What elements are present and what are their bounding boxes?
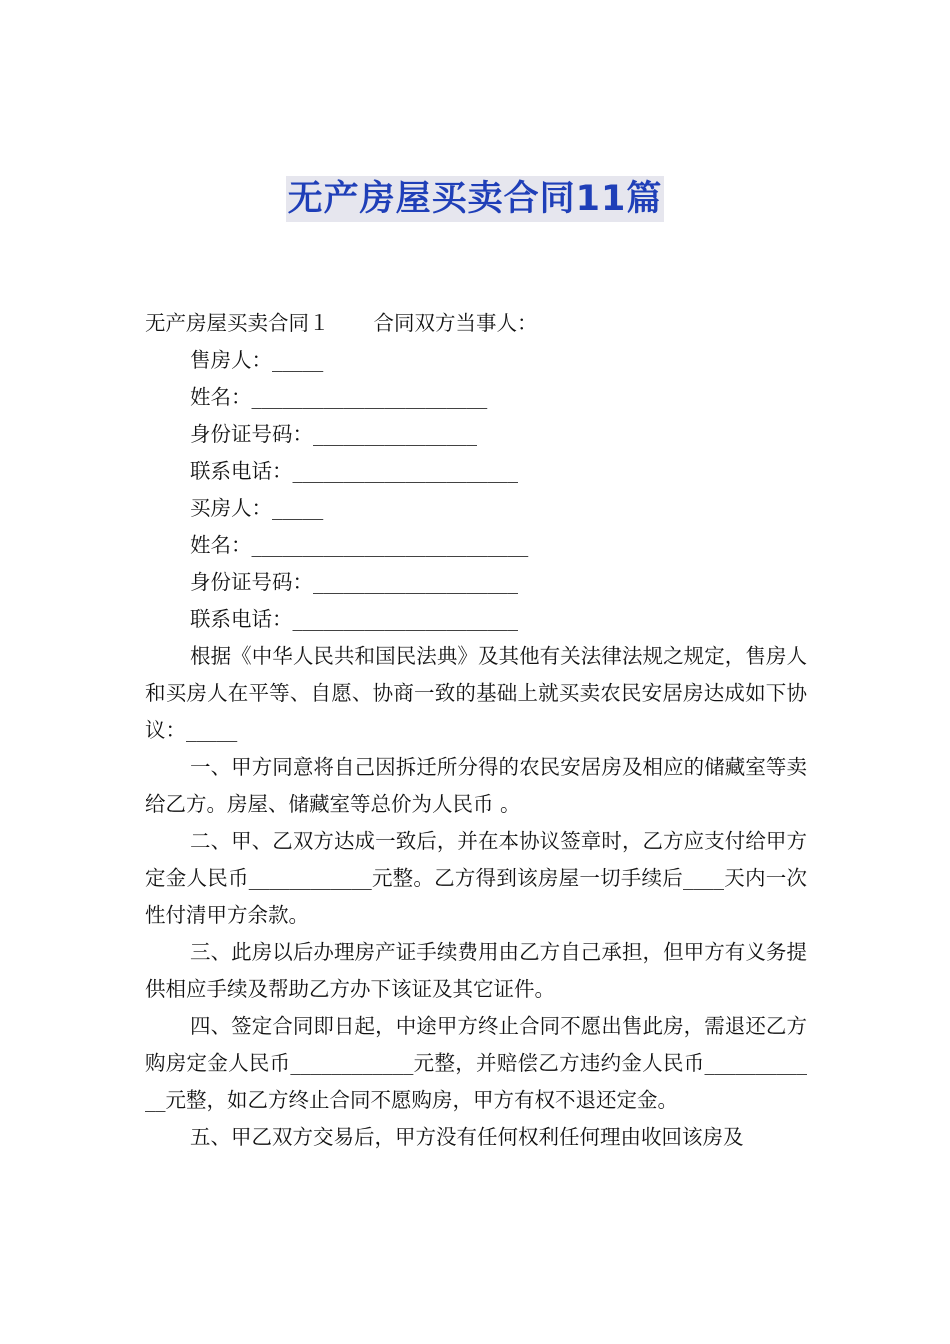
clause-3: 三、此房以后办理房产证手续费用由乙方自己承担，但甲方有义务提供相应手续及帮助乙方办下该证及其它证件。 — [145, 940, 807, 1001]
intro-paragraph: 根据《中华人民共和国民法典》及其他有关法律法规之规定，售房人和买房人在平等、自愿、协商一致的基础上就买卖农民安居房达成如下协议：_____ — [145, 644, 807, 742]
seller-label: 售房人：_____ — [190, 348, 324, 372]
buyer-phone-field: 联系电话：______________________ — [190, 607, 518, 631]
seller-id-field: 身份证号码：________________ — [190, 422, 477, 446]
buyer-id-field: 身份证号码：____________________ — [190, 570, 518, 594]
parties-heading: 合同双方当事人： — [373, 311, 538, 335]
clause-1: 一、甲方同意将自己因拆迁所分得的农民安居房及相应的储藏室等卖给乙方。房屋、储藏室等总价为人民币 。 — [145, 755, 807, 816]
buyer-name-field: 姓名：___________________________ — [190, 533, 529, 557]
contract-heading: 无产房屋买卖合同１ — [145, 311, 330, 335]
clause-2: 二、甲、乙双方达成一致后，并在本协议签章时，乙方应支付给甲方定金人民币____________元整。乙方得到该房屋一切手续后____天内一次性付清甲方余款。 — [145, 829, 807, 927]
contract-heading-line — [145, 305, 807, 342]
clause-4: 四、签定合同即日起，中途甲方终止合同不愿出售此房，需退还乙方购房定金人民币____________元整，并赔偿乙方违约金人民币____________元整，如乙方终止合同不愿购房，甲方有权不退还定金。 — [145, 1014, 807, 1112]
title-container — [0, 176, 950, 222]
buyer-label: 买房人：_____ — [190, 496, 324, 520]
seller-phone-field: 联系电话：______________________ — [190, 459, 518, 483]
seller-name-field: 姓名：_______________________ — [190, 385, 488, 409]
document-body — [145, 305, 807, 1156]
clause-5: 五、甲乙双方交易后，甲方没有任何权利任何理由收回该房及 — [190, 1125, 744, 1149]
document-title: 无产房屋买卖合同11篇 — [286, 176, 665, 222]
